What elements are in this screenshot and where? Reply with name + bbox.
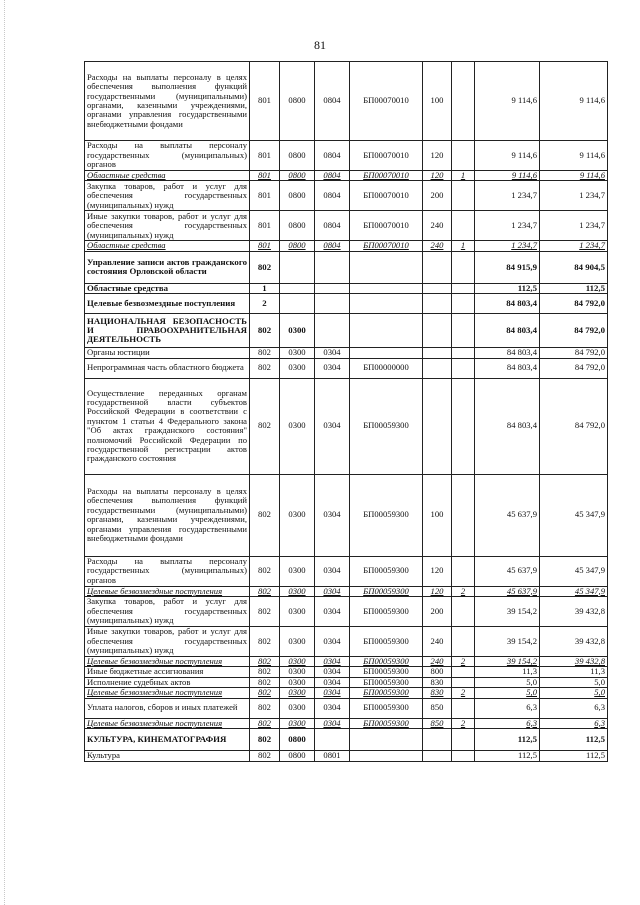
row-target-article xyxy=(350,314,423,348)
budget-table xyxy=(84,61,608,762)
row-subsection-code xyxy=(315,729,350,751)
row-expense-type: 830 xyxy=(423,677,452,687)
row-target-article: БП00059300 xyxy=(350,586,423,596)
row-expense-type: 200 xyxy=(423,181,452,211)
row-target-article: БП00059300 xyxy=(350,718,423,728)
row-sum-year-1: 9 114,6 xyxy=(475,62,540,141)
row-subsection-code xyxy=(315,283,350,293)
table-row xyxy=(85,358,608,378)
row-section-code: 0300 xyxy=(280,718,315,728)
row-target-article: БП00059300 xyxy=(350,667,423,677)
row-expense-type xyxy=(423,729,452,751)
row-sum-year-2: 84 792,0 xyxy=(540,294,608,314)
row-sum-year-2: 112,5 xyxy=(540,729,608,751)
row-ved-code: 802 xyxy=(250,314,280,348)
row-sum-year-2: 84 904,5 xyxy=(540,251,608,283)
row-ved-code: 801 xyxy=(250,211,280,241)
table-row xyxy=(85,294,608,314)
row-section-code: 0800 xyxy=(280,751,315,762)
table-row xyxy=(85,657,608,667)
row-sum-year-1: 84 803,4 xyxy=(475,314,540,348)
row-sum-year-2: 1 234,7 xyxy=(540,181,608,211)
row-sum-year-2: 5,0 xyxy=(540,677,608,687)
row-funding-source xyxy=(452,677,475,687)
row-expense-type: 120 xyxy=(423,171,452,181)
row-ved-code: 802 xyxy=(250,597,280,627)
row-sum-year-1: 84 915,9 xyxy=(475,251,540,283)
table-row xyxy=(85,667,608,677)
row-ved-code: 802 xyxy=(250,718,280,728)
row-sum-year-2: 84 792,0 xyxy=(540,358,608,378)
row-name: Областные средства xyxy=(85,241,250,251)
row-ved-code: 801 xyxy=(250,241,280,251)
row-name: Расходы на выплаты персоналу государственных (муниципальных) органов xyxy=(85,141,250,171)
row-funding-source xyxy=(452,474,475,556)
row-section-code: 0800 xyxy=(280,241,315,251)
row-expense-type xyxy=(423,378,452,474)
table-row xyxy=(85,597,608,627)
row-section-code: 0800 xyxy=(280,729,315,751)
row-sum-year-2: 45 347,9 xyxy=(540,474,608,556)
row-funding-source xyxy=(452,283,475,293)
row-sum-year-2: 6,3 xyxy=(540,698,608,718)
row-section-code: 0300 xyxy=(280,556,315,586)
row-expense-type xyxy=(423,348,452,358)
binding-margin-line xyxy=(4,0,5,905)
row-expense-type: 240 xyxy=(423,211,452,241)
row-subsection-code: 0304 xyxy=(315,667,350,677)
row-target-article: БП00070010 xyxy=(350,211,423,241)
row-section-code: 0300 xyxy=(280,586,315,596)
row-sum-year-2: 84 792,0 xyxy=(540,314,608,348)
row-sum-year-1: 9 114,6 xyxy=(475,171,540,181)
row-expense-type: 850 xyxy=(423,718,452,728)
row-name: Иные закупки товаров, работ и услуг для обеспечения государственных (муниципальных) нужд xyxy=(85,627,250,657)
row-sum-year-2: 84 792,0 xyxy=(540,378,608,474)
row-funding-source: 1 xyxy=(452,241,475,251)
table-row xyxy=(85,211,608,241)
row-funding-source xyxy=(452,556,475,586)
row-funding-source xyxy=(452,751,475,762)
row-section-code: 0300 xyxy=(280,627,315,657)
row-funding-source: 2 xyxy=(452,657,475,667)
row-sum-year-2: 11,3 xyxy=(540,667,608,677)
row-sum-year-1: 5,0 xyxy=(475,688,540,698)
row-section-code: 0300 xyxy=(280,667,315,677)
row-sum-year-1: 1 234,7 xyxy=(475,181,540,211)
row-subsection-code: 0804 xyxy=(315,62,350,141)
row-sum-year-2: 1 234,7 xyxy=(540,241,608,251)
row-section-code: 0300 xyxy=(280,314,315,348)
row-sum-year-1: 9 114,6 xyxy=(475,141,540,171)
row-subsection-code: 0804 xyxy=(315,211,350,241)
row-expense-type: 100 xyxy=(423,62,452,141)
row-name: Непрограммная часть областного бюджета xyxy=(85,358,250,378)
row-target-article xyxy=(350,751,423,762)
row-name: Целевые безвозмездные поступления xyxy=(85,294,250,314)
table-row xyxy=(85,698,608,718)
row-target-article: БП00059300 xyxy=(350,657,423,667)
row-sum-year-2: 39 432,8 xyxy=(540,627,608,657)
row-expense-type: 240 xyxy=(423,657,452,667)
table-row xyxy=(85,314,608,348)
row-funding-source: 2 xyxy=(452,688,475,698)
row-expense-type: 850 xyxy=(423,698,452,718)
row-sum-year-1: 45 637,9 xyxy=(475,556,540,586)
row-name: Закупка товаров, работ и услуг для обеспечения государственных (муниципальных) нужд xyxy=(85,181,250,211)
row-funding-source xyxy=(452,698,475,718)
table-row xyxy=(85,348,608,358)
row-sum-year-1: 112,5 xyxy=(475,751,540,762)
row-sum-year-1: 45 637,9 xyxy=(475,474,540,556)
row-sum-year-2: 1 234,7 xyxy=(540,211,608,241)
row-name: Целевые безвозмездные поступления xyxy=(85,688,250,698)
row-expense-type xyxy=(423,314,452,348)
row-target-article xyxy=(350,283,423,293)
row-funding-source xyxy=(452,294,475,314)
row-funding-source xyxy=(452,667,475,677)
table-row xyxy=(85,141,608,171)
table-row xyxy=(85,556,608,586)
row-ved-code: 802 xyxy=(250,751,280,762)
table-row xyxy=(85,251,608,283)
row-target-article: БП00070010 xyxy=(350,171,423,181)
table-row xyxy=(85,378,608,474)
table-row xyxy=(85,62,608,141)
row-expense-type: 200 xyxy=(423,597,452,627)
row-name: Целевые безвозмездные поступления xyxy=(85,586,250,596)
row-section-code: 0300 xyxy=(280,474,315,556)
row-funding-source: 2 xyxy=(452,718,475,728)
row-ved-code: 802 xyxy=(250,667,280,677)
row-sum-year-1: 84 803,4 xyxy=(475,294,540,314)
row-sum-year-1: 45 637,9 xyxy=(475,586,540,596)
row-name: Культура xyxy=(85,751,250,762)
row-sum-year-1: 39 154,2 xyxy=(475,627,540,657)
row-target-article xyxy=(350,251,423,283)
row-ved-code: 802 xyxy=(250,677,280,687)
row-sum-year-2: 84 792,0 xyxy=(540,348,608,358)
row-name: КУЛЬТУРА, КИНЕМАТОГРАФИЯ xyxy=(85,729,250,751)
row-ved-code: 2 xyxy=(250,294,280,314)
row-section-code: 0800 xyxy=(280,141,315,171)
row-target-article: БП00070010 xyxy=(350,141,423,171)
row-target-article: БП00059300 xyxy=(350,627,423,657)
row-subsection-code: 0304 xyxy=(315,556,350,586)
row-section-code: 0300 xyxy=(280,677,315,687)
row-expense-type: 120 xyxy=(423,556,452,586)
row-target-article: БП00059300 xyxy=(350,688,423,698)
row-subsection-code xyxy=(315,314,350,348)
row-subsection-code: 0304 xyxy=(315,474,350,556)
row-section-code: 0800 xyxy=(280,181,315,211)
row-name: Расходы на выплаты персоналу государственных (муниципальных) органов xyxy=(85,556,250,586)
row-target-article: БП00059300 xyxy=(350,474,423,556)
row-sum-year-1: 11,3 xyxy=(475,667,540,677)
row-sum-year-1: 6,3 xyxy=(475,718,540,728)
row-subsection-code: 0304 xyxy=(315,586,350,596)
row-section-code xyxy=(280,283,315,293)
row-ved-code: 802 xyxy=(250,729,280,751)
row-sum-year-2: 6,3 xyxy=(540,718,608,728)
row-sum-year-1: 6,3 xyxy=(475,698,540,718)
row-expense-type xyxy=(423,283,452,293)
table-row xyxy=(85,283,608,293)
row-name: Органы юстиции xyxy=(85,348,250,358)
row-target-article: БП00059300 xyxy=(350,677,423,687)
table-row xyxy=(85,474,608,556)
row-sum-year-1: 1 234,7 xyxy=(475,211,540,241)
row-target-article xyxy=(350,294,423,314)
row-subsection-code xyxy=(315,294,350,314)
row-target-article: БП00059300 xyxy=(350,698,423,718)
table-row xyxy=(85,688,608,698)
row-funding-source xyxy=(452,597,475,627)
row-section-code xyxy=(280,294,315,314)
row-expense-type xyxy=(423,251,452,283)
row-funding-source xyxy=(452,211,475,241)
row-funding-source xyxy=(452,627,475,657)
row-sum-year-2: 45 347,9 xyxy=(540,556,608,586)
row-subsection-code: 0304 xyxy=(315,688,350,698)
row-target-article: БП00059300 xyxy=(350,556,423,586)
row-ved-code: 802 xyxy=(250,627,280,657)
row-expense-type xyxy=(423,751,452,762)
table-row xyxy=(85,181,608,211)
row-section-code xyxy=(280,251,315,283)
row-target-article: БП00000000 xyxy=(350,358,423,378)
row-name: НАЦИОНАЛЬНАЯ БЕЗОПАСНОСТЬ И ПРАВООХРАНИТЕЛЬНАЯ ДЕЯТЕЛЬНОСТЬ xyxy=(85,314,250,348)
row-sum-year-2: 39 432,8 xyxy=(540,657,608,667)
row-funding-source xyxy=(452,358,475,378)
row-name: Управление записи актов гражданского состояния Орловской области xyxy=(85,251,250,283)
row-section-code: 0800 xyxy=(280,171,315,181)
row-subsection-code: 0304 xyxy=(315,627,350,657)
table-row xyxy=(85,751,608,762)
row-sum-year-2: 9 114,6 xyxy=(540,62,608,141)
table-row xyxy=(85,586,608,596)
row-name: Осуществление переданных органам государственной власти субъектов Российской Федерации в соответствии с пунктом 1 статьи 4 Федерального закона "Об актах гражданского состояния" полномочий Российской Федерации по государственной регистрации актов гражданского состояния xyxy=(85,378,250,474)
row-name: Исполнение судебных актов xyxy=(85,677,250,687)
row-target-article xyxy=(350,729,423,751)
row-name: Расходы на выплаты персоналу в целях обеспечения выполнения функций государственными (муниципальными) органами, казенными учреждениями, органами управления государственными внебюджетными фондами xyxy=(85,62,250,141)
row-name: Областные средства xyxy=(85,171,250,181)
row-ved-code: 1 xyxy=(250,283,280,293)
row-sum-year-1: 112,5 xyxy=(475,283,540,293)
row-name: Закупка товаров, работ и услуг для обеспечения государственных (муниципальных) нужд xyxy=(85,597,250,627)
row-name: Уплата налогов, сборов и иных платежей xyxy=(85,698,250,718)
row-subsection-code: 0804 xyxy=(315,171,350,181)
row-target-article: БП00070010 xyxy=(350,241,423,251)
row-subsection-code: 0304 xyxy=(315,378,350,474)
row-ved-code: 802 xyxy=(250,556,280,586)
row-expense-type: 100 xyxy=(423,474,452,556)
row-target-article: БП00059300 xyxy=(350,378,423,474)
row-subsection-code: 0304 xyxy=(315,348,350,358)
row-sum-year-2: 112,5 xyxy=(540,283,608,293)
row-sum-year-1: 84 803,4 xyxy=(475,378,540,474)
row-sum-year-1: 5,0 xyxy=(475,677,540,687)
row-funding-source xyxy=(452,348,475,358)
row-section-code: 0300 xyxy=(280,688,315,698)
row-section-code: 0300 xyxy=(280,657,315,667)
row-sum-year-1: 84 803,4 xyxy=(475,348,540,358)
table-row xyxy=(85,718,608,728)
row-funding-source xyxy=(452,729,475,751)
row-section-code: 0300 xyxy=(280,597,315,627)
row-subsection-code: 0304 xyxy=(315,698,350,718)
row-ved-code: 802 xyxy=(250,348,280,358)
row-funding-source: 2 xyxy=(452,586,475,596)
row-subsection-code: 0804 xyxy=(315,141,350,171)
row-section-code: 0300 xyxy=(280,348,315,358)
row-funding-source: 1 xyxy=(452,171,475,181)
row-sum-year-1: 39 154,2 xyxy=(475,657,540,667)
row-funding-source xyxy=(452,62,475,141)
row-section-code: 0300 xyxy=(280,358,315,378)
row-subsection-code: 0804 xyxy=(315,241,350,251)
table-row xyxy=(85,729,608,751)
row-sum-year-1: 39 154,2 xyxy=(475,597,540,627)
row-expense-type xyxy=(423,294,452,314)
row-subsection-code: 0801 xyxy=(315,751,350,762)
row-funding-source xyxy=(452,251,475,283)
row-sum-year-2: 5,0 xyxy=(540,688,608,698)
page-number: 81 xyxy=(314,38,326,52)
row-sum-year-2: 112,5 xyxy=(540,751,608,762)
row-expense-type: 240 xyxy=(423,627,452,657)
row-expense-type: 800 xyxy=(423,667,452,677)
row-name: Иные бюджетные ассигнования xyxy=(85,667,250,677)
row-sum-year-2: 9 114,6 xyxy=(540,141,608,171)
row-funding-source xyxy=(452,378,475,474)
row-subsection-code: 0304 xyxy=(315,677,350,687)
row-name: Целевые безвозмездные поступления xyxy=(85,718,250,728)
row-subsection-code: 0304 xyxy=(315,657,350,667)
row-sum-year-2: 45 347,9 xyxy=(540,586,608,596)
row-ved-code: 802 xyxy=(250,378,280,474)
row-target-article: БП00070010 xyxy=(350,181,423,211)
row-section-code: 0800 xyxy=(280,211,315,241)
row-section-code: 0300 xyxy=(280,698,315,718)
row-target-article: БП00059300 xyxy=(350,597,423,627)
table-row xyxy=(85,677,608,687)
row-subsection-code: 0304 xyxy=(315,718,350,728)
row-funding-source xyxy=(452,314,475,348)
row-target-article: БП00070010 xyxy=(350,62,423,141)
row-subsection-code: 0804 xyxy=(315,181,350,211)
row-ved-code: 802 xyxy=(250,688,280,698)
table-row xyxy=(85,171,608,181)
row-subsection-code: 0304 xyxy=(315,597,350,627)
row-sum-year-2: 9 114,6 xyxy=(540,171,608,181)
row-name: Областные средства xyxy=(85,283,250,293)
row-name: Расходы на выплаты персоналу в целях обеспечения выполнения функций государственными (муниципальными) органами, казенными учреждениями, органами управления государственными внебюджетными фондами xyxy=(85,474,250,556)
table-row xyxy=(85,241,608,251)
row-ved-code: 802 xyxy=(250,586,280,596)
row-expense-type xyxy=(423,358,452,378)
row-name: Иные закупки товаров, работ и услуг для обеспечения государственных (муниципальных) нужд xyxy=(85,211,250,241)
row-ved-code: 801 xyxy=(250,171,280,181)
row-ved-code: 802 xyxy=(250,474,280,556)
row-ved-code: 802 xyxy=(250,657,280,667)
row-sum-year-1: 112,5 xyxy=(475,729,540,751)
row-ved-code: 802 xyxy=(250,251,280,283)
row-funding-source xyxy=(452,141,475,171)
row-expense-type: 830 xyxy=(423,688,452,698)
row-ved-code: 802 xyxy=(250,698,280,718)
row-sum-year-2: 39 432,8 xyxy=(540,597,608,627)
row-subsection-code: 0304 xyxy=(315,358,350,378)
row-section-code: 0800 xyxy=(280,62,315,141)
row-name: Целевые безвозмездные поступления xyxy=(85,657,250,667)
row-ved-code: 801 xyxy=(250,141,280,171)
row-subsection-code xyxy=(315,251,350,283)
row-ved-code: 801 xyxy=(250,62,280,141)
row-sum-year-1: 84 803,4 xyxy=(475,358,540,378)
row-target-article xyxy=(350,348,423,358)
row-funding-source xyxy=(452,181,475,211)
row-ved-code: 802 xyxy=(250,358,280,378)
table-row xyxy=(85,627,608,657)
row-expense-type: 240 xyxy=(423,241,452,251)
row-expense-type: 120 xyxy=(423,586,452,596)
row-sum-year-1: 1 234,7 xyxy=(475,241,540,251)
row-ved-code: 801 xyxy=(250,181,280,211)
row-expense-type: 120 xyxy=(423,141,452,171)
row-section-code: 0300 xyxy=(280,378,315,474)
